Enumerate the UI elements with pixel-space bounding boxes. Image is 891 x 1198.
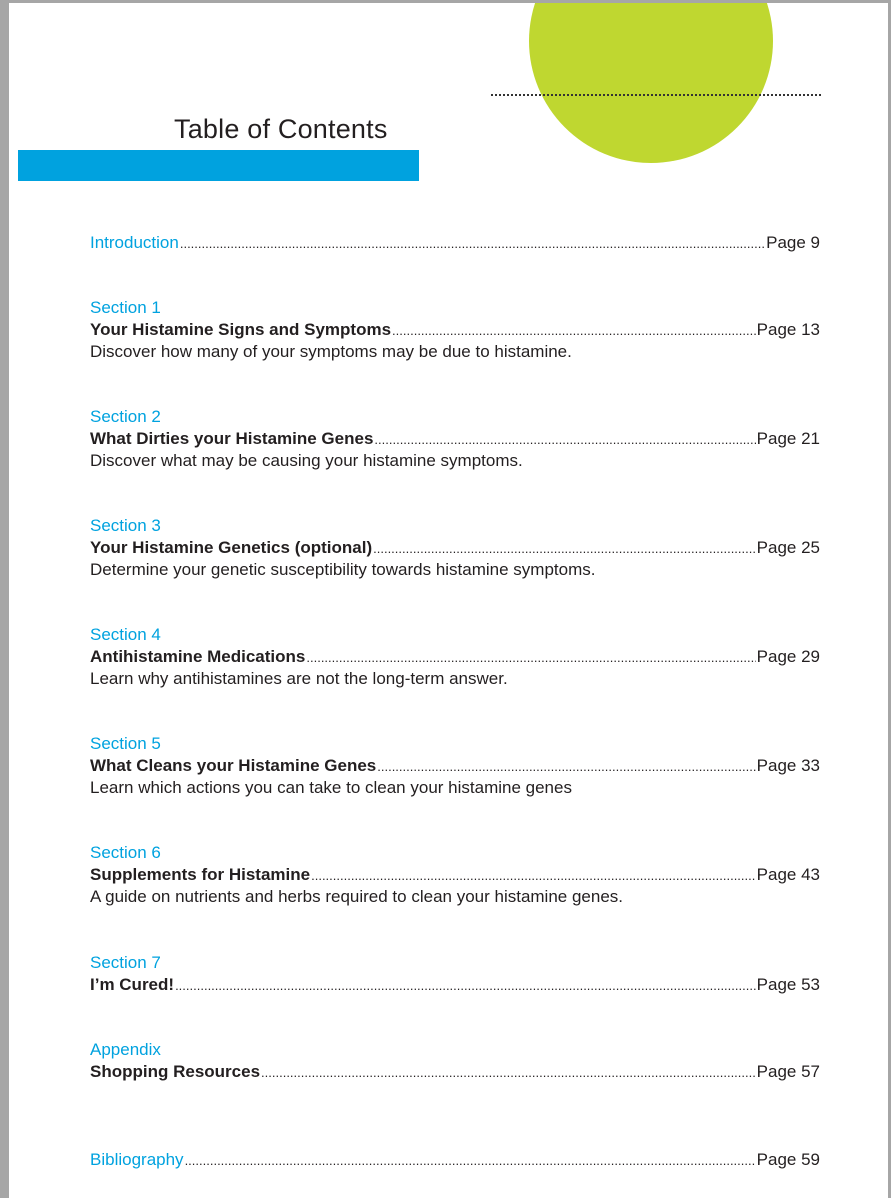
toc-entry-description: Learn which actions you can take to clean your histamine genes [90,778,572,797]
section-label: Section 3 [90,516,161,535]
dot-leader [392,320,756,342]
toc-entry-page: Page 33 [756,756,820,775]
toc-entry-section-3[interactable] [90,515,820,581]
section-label: Section 7 [90,953,161,972]
toc-entry-page: Page 43 [756,865,820,884]
toc-entry-label[interactable]: Antihistamine Medications [90,647,306,666]
toc-entry-page: Page 59 [756,1150,820,1169]
toc-entry-page: Page 29 [756,647,820,666]
toc-entry-page: Page 53 [756,975,820,994]
section-label: Appendix [90,1040,161,1059]
title-accent-bar [18,150,419,181]
dot-leader [306,647,755,669]
toc-entry-introduction[interactable] [90,232,820,254]
toc-entry-page: Page 21 [756,429,820,448]
toc-entry-bibliography[interactable] [90,1149,820,1171]
toc-entry-label[interactable]: Your Histamine Signs and Symptoms [90,320,392,339]
toc-entry-label[interactable]: Your Histamine Genetics (optional) [90,538,373,557]
toc-entry-section-4[interactable] [90,624,820,690]
toc-entry-description: A guide on nutrients and herbs required to clean your histamine genes. [90,887,624,906]
toc-entry-label[interactable]: Bibliography [90,1150,184,1169]
toc-entry-section-5[interactable] [90,733,820,799]
toc-entry-appendix[interactable] [90,1039,820,1083]
toc-entry-section-6[interactable] [90,842,820,908]
section-label: Section 1 [90,298,161,317]
toc-entry-section-7[interactable] [90,952,820,996]
toc-entry-label[interactable]: Introduction [90,233,179,252]
toc-entry-description: Determine your genetic susceptibility towards histamine symptoms. [90,560,596,579]
toc-entry-label[interactable]: What Cleans your Histamine Genes [90,756,377,775]
dot-leader [374,429,755,451]
toc-entry-description: Learn why antihistamines are not the long-term answer. [90,669,508,688]
toc-entry-label[interactable]: What Dirties your Histamine Genes [90,429,374,448]
section-label: Section 4 [90,625,161,644]
section-label: Section 5 [90,734,161,753]
dot-leader [311,865,756,887]
section-label: Section 2 [90,407,161,426]
dot-leader [261,1062,756,1084]
toc-entry-section-2[interactable] [90,406,820,472]
dot-leader [185,1150,756,1172]
dot-leader [373,538,756,560]
page-title: Table of Contents [174,114,388,144]
decorative-green-circle [529,0,773,163]
toc-entry-page: Page 9 [766,233,820,252]
toc-entry-description: Discover how many of your symptoms may be due to histamine. [90,342,572,361]
toc-entry-section-1[interactable] [90,297,820,363]
toc-entry-label[interactable]: Supplements for Histamine [90,865,311,884]
toc-entry-label[interactable]: I’m Cured! [90,975,175,994]
toc-entry-page: Page 13 [756,320,820,339]
dot-leader [377,756,755,778]
toc-entry-page: Page 57 [756,1062,820,1081]
decorative-dotted-rule [491,94,821,96]
section-label: Section 6 [90,843,161,862]
dot-leader [180,233,765,255]
dot-leader [175,975,756,997]
toc-entry-page: Page 25 [756,538,820,557]
toc-entry-label[interactable]: Shopping Resources [90,1062,261,1081]
toc-entry-description: Discover what may be causing your histamine symptoms. [90,451,523,470]
